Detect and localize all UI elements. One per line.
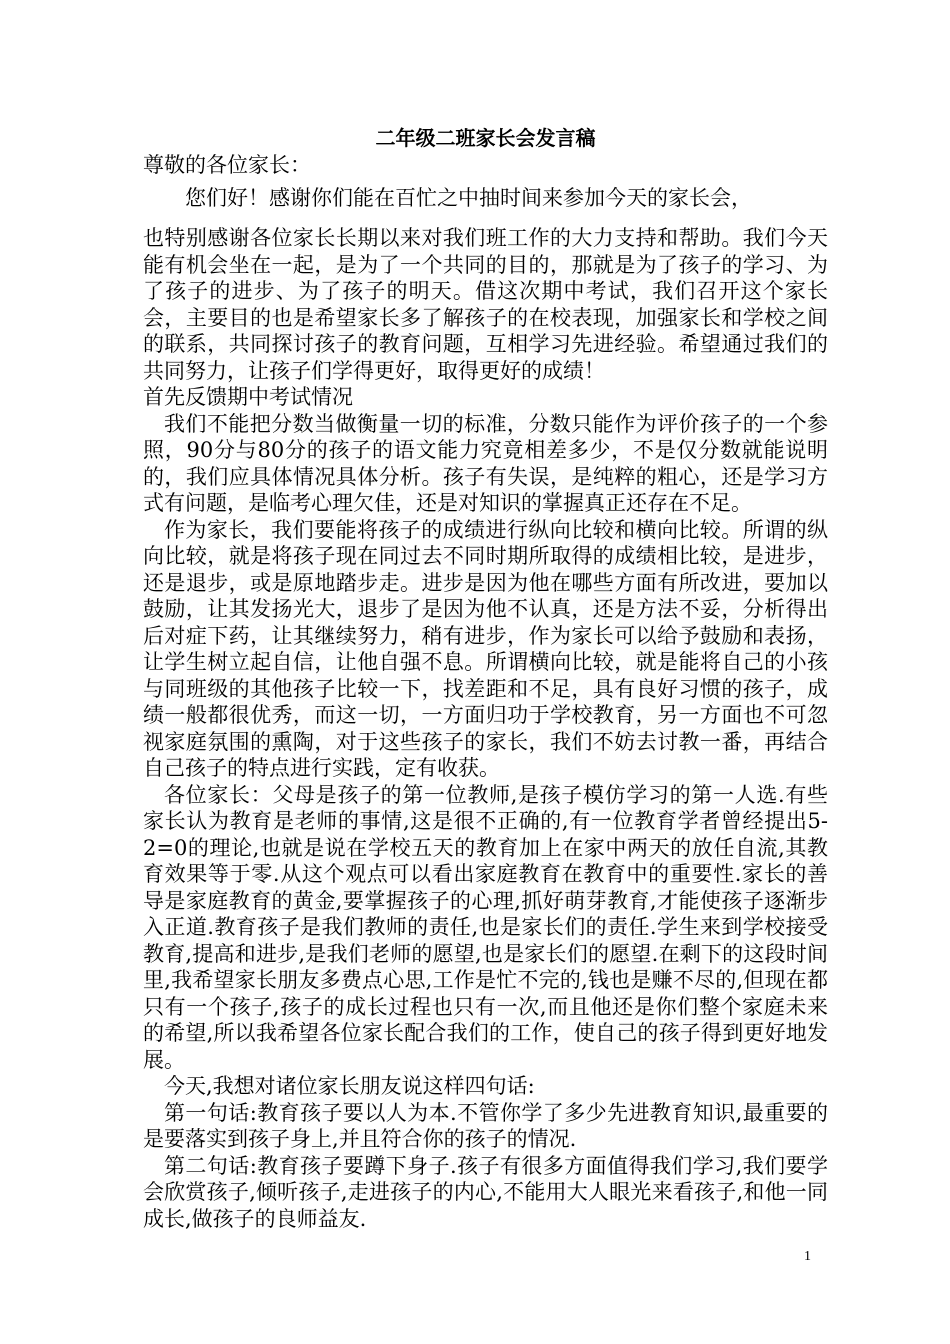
paragraph-comparison: 作为家长，我们要能将孩子的成绩进行纵向比较和横向比较。所谓的纵向比较，就是将孩子现在同过去不同时期所取得的成绩相比较，是进步，还是退步，或是原地踏步走。进步是因为他在哪些方面有所改进，要加以鼓励，让其发扬光大，退步了是因为他不认真，还是方法不妥，分析得出后对症下药，让其继续努力，稍有进步，作为家长可以给予鼓励和表扬，让学生树立起自信，让他自强不息。所谓横向比较，就是能将自己的小孩与同班级的其他孩子比较一下，找差距和不足，具有良好习惯的孩子，成绩一般都很优秀，而这一切，一方面归功于学校教育，另一方面也不可忽视家庭氛围的熏陶，对于这些孩子的家长，我们不妨去讨教一番，再结合自己孩子的特点进行实践，定有收获。	[143, 517, 828, 780]
paragraph-family-education: 各位家长：父母是孩子的第一位教师,是孩子模仿学习的第一人选.有些家长认为教育是老师的事情,这是很不正确的,有一位教育学者曾经提出5- 2=0的理论,也就是说在学校五天的教育加上在家中两天的放任自流,其教育效果等于零.从这个观点可以看出家庭教育在教育中的重要性.家长的善导是家庭教育的黄金,要掌握孩子的心理,抓好萌芽教育,才能使孩子逐渐步入正道.教育孩子是我们教师的责任,也是家长们的责任.学生来到学校接受教育,提高和进步,是我们老师的愿望,也是家长们的愿望.在剩下的这段时间里,我希望家长朋友多费点心思,工作是忙不完的,钱也是赚不尽的,但现在都只有一个孩子,孩子的成长过程也只有一次,而且他还是你们整个家庭未来的希望,所以我希望各位家长配合我们的工作，使自己的孩子得到更好地发展。	[143, 782, 828, 1072]
paragraph-scores: 我们不能把分数当做衡量一切的标准，分数只能作为评价孩子的一个参照，90分与80分的孩子的语文能力究竟相差多少，不是仅分数就能说明的，我们应具体情况具体分析。孩子有失误，是纯粹的粗心，还是学习方式有问题，是临考心理欠佳，还是对知识的掌握真正还存在不足。	[143, 411, 828, 515]
paragraph-first-sentence: 第一句话:教育孩子要以人为本.不管你学了多少先进教育知识,最重要的是要落实到孩子身上,并且符合你的孩子的情况.	[143, 1100, 828, 1151]
section-heading-exam-feedback: 首先反馈期中考试情况	[143, 385, 353, 409]
paragraph-second-sentence: 第二句话:教育孩子要蹲下身子.孩子有很多方面值得我们学习,我们要学会欣赏孩子,倾听孩子,走进孩子的内心,不能用大人眼光来看孩子,和他一同成长,做孩子的良师益友.	[143, 1153, 828, 1231]
paragraph-four-sentences-intro: 今天,我想对诸位家长朋友说这样四句话:	[164, 1074, 535, 1098]
document-page	[143, 124, 828, 1232]
page-number: 1	[804, 1249, 811, 1264]
paragraph-thanks: 也特别感谢各位家长长期以来对我们班工作的大力支持和帮助。我们今天能有机会坐在一起，是为了一个共同的目的，那就是为了孩子的学习、为了孩子的进步、为了孩子的明天。借这次期中考试，我们召开这个家长会，主要目的也是希望家长多了解孩子的在校表现，加强家长和学校之间的联系，共同探讨孩子的教育问题，互相学习先进经验。希望通过我们的共同努力，让孩子们学得更好，取得更好的成绩！	[143, 226, 828, 383]
document-title: 二年级二班家长会发言稿	[375, 126, 596, 150]
greeting: 您们好！感谢你们能在百忙之中抽时间来参加今天的家长会，	[185, 185, 752, 210]
salutation: 尊敬的各位家长：	[143, 153, 311, 177]
